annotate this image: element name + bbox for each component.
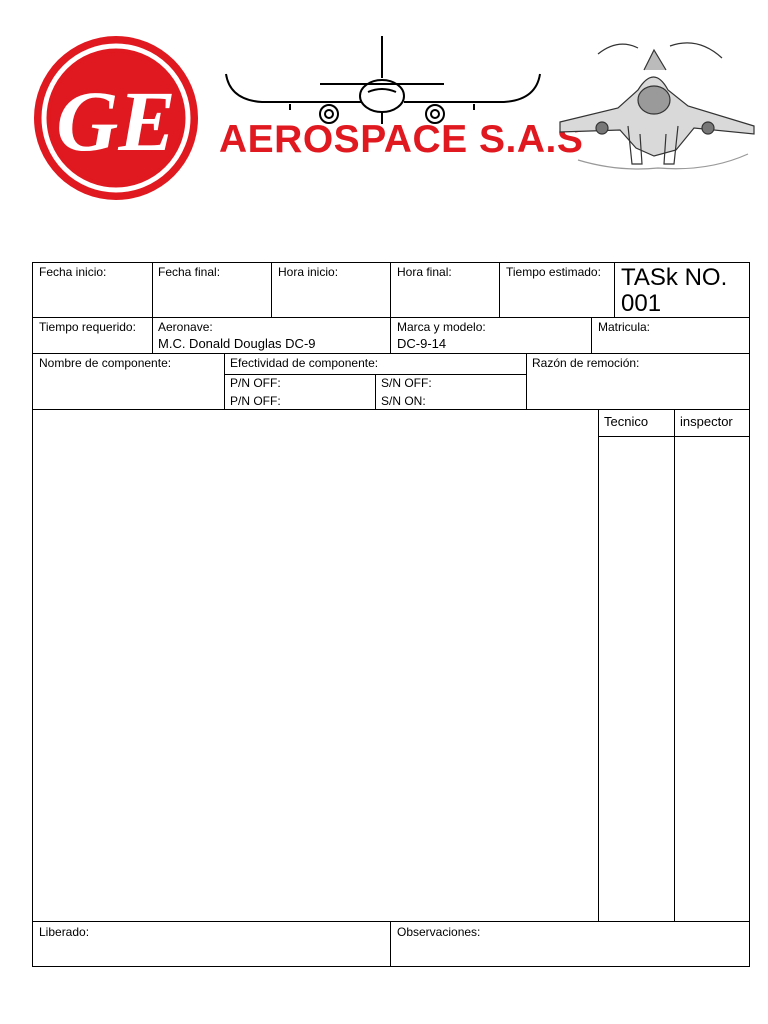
matricula-label: Matricula: <box>598 320 651 334</box>
ge-logo <box>33 32 199 204</box>
task-form <box>32 262 750 967</box>
task-number-line1: TASk NO. <box>621 264 728 291</box>
pn-off-label-2: P/N OFF: <box>230 394 281 408</box>
aeronave-value: M.C. Donald Douglas DC-9 <box>158 336 316 351</box>
hora-final-label: Hora final: <box>397 265 452 279</box>
fecha-inicio-label: Fecha inicio: <box>39 265 107 279</box>
hora-inicio-label: Hora inicio: <box>278 265 339 279</box>
task-number-line2: 001 <box>621 290 662 317</box>
efectividad-label: Efectividad de componente: <box>230 356 379 370</box>
marca-modelo-label: Marca y modelo: <box>397 320 486 334</box>
company-name: AEROSPACE S.A.S <box>219 118 584 161</box>
tiempo-estimado-label: Tiempo estimado: <box>506 265 601 279</box>
inspector-header: inspector <box>680 414 733 429</box>
fecha-final-label: Fecha final: <box>158 265 221 279</box>
nombre-componente-label: Nombre de componente: <box>39 356 172 370</box>
sn-off-label: S/N OFF: <box>381 376 432 390</box>
razon-remocion-label: Razón de remoción: <box>532 356 640 370</box>
fighter-jet-illustration <box>558 30 756 176</box>
tiempo-requerido-label: Tiempo requerido: <box>39 320 136 334</box>
observaciones-label: Observaciones: <box>397 925 481 939</box>
airplane-front-illustration <box>222 34 546 126</box>
sn-on-label: S/N ON: <box>381 394 426 408</box>
liberado-label: Liberado: <box>39 925 90 939</box>
tecnico-header: Tecnico <box>604 414 649 429</box>
logo-text: GE <box>56 73 176 169</box>
aeronave-label: Aeronave: <box>158 320 213 334</box>
pn-off-label-1: P/N OFF: <box>230 376 281 390</box>
marca-modelo-value: DC-9-14 <box>397 336 447 351</box>
